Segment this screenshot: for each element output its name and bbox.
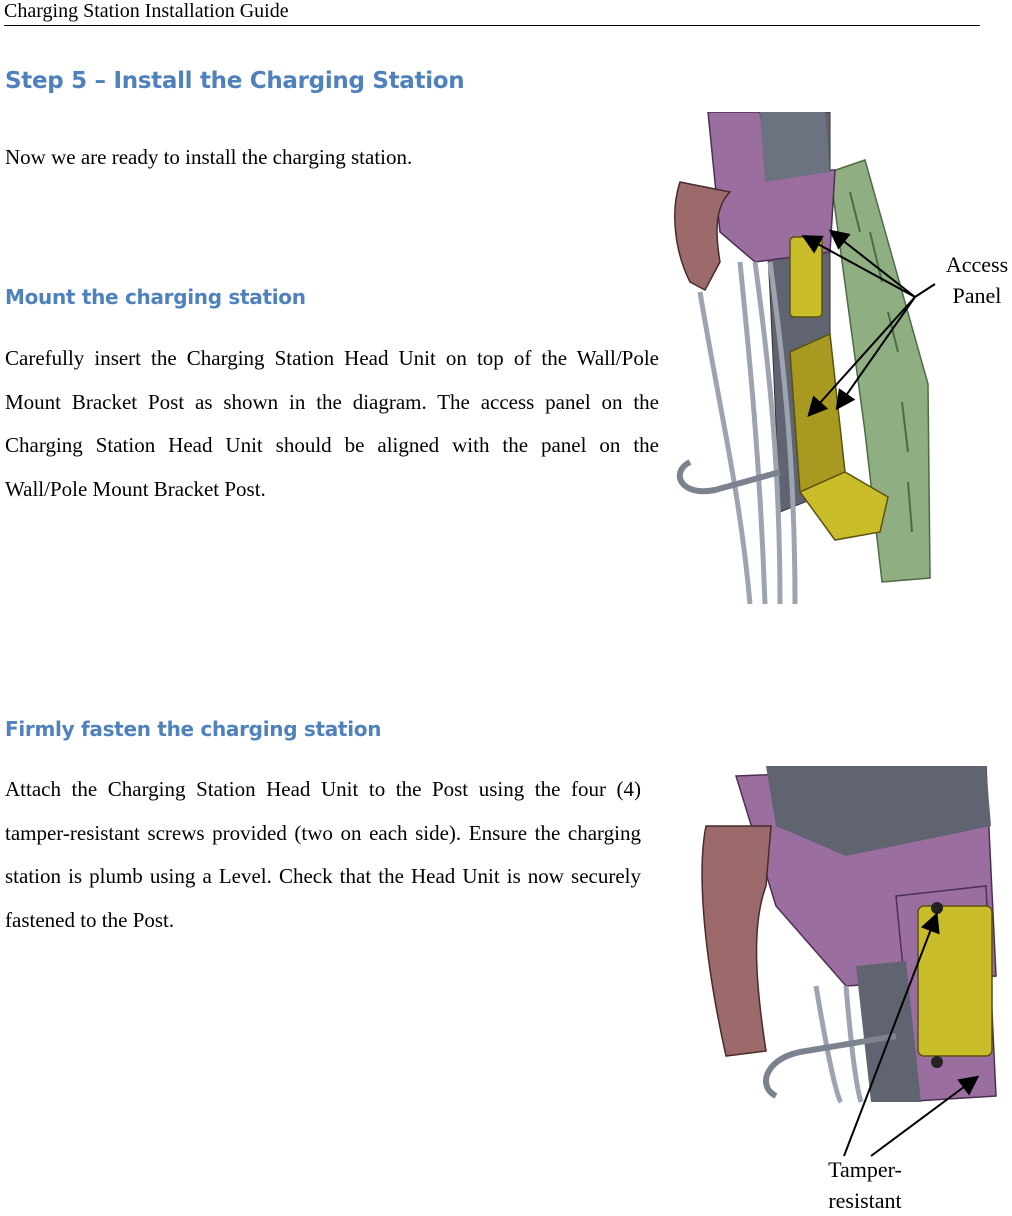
header-title: Charging Station Installation Guide [4,0,289,22]
mount-heading: Mount the charging station [5,285,306,309]
access-callout-line2: Panel [952,283,1002,308]
upper-access-panel [790,237,822,317]
fasten-body: Attach the Charging Station Head Unit to the Post using the four (4) tamper-resistant screws provided (two on each side). Ensure the charging station is plumb using a Level. Check that the Head Unit is now securely fastened to the Post. [5,777,641,932]
mount-body: Carefully insert the Charging Station Head Unit on top of the Wall/Pole Mount Bracket Post as shown in the diagram. The access panel on the Charging Station Head Unit should be aligned with the panel on the Wall/Pole Mount Bracket Post. [5,346,659,501]
page-header [4,0,980,26]
access-panel-callout [940,249,1012,311]
tamper-callout-line1: Tamper- [828,1157,902,1182]
upper-screw [931,902,943,914]
fasten-heading: Firmly fasten the charging station [5,717,382,741]
access-callout-line1: Access [945,252,1009,277]
connector-handle [675,182,730,290]
access-panel [918,906,992,1056]
lower-screw [931,1056,943,1068]
lower-access-panel [790,334,845,492]
step-intro: Now we are ready to install the charging station. [5,145,413,169]
fasten-diagram-figure [696,766,1006,1166]
head-unit-top [760,112,830,182]
mount-diagram-figure [660,112,1010,604]
step-heading: Step 5 – Install the Charging Station [5,68,465,94]
connector-handle [702,826,771,1056]
tamper-callout-line2: resistant [828,1188,902,1213]
tamper-resistant-callout [810,1154,920,1216]
